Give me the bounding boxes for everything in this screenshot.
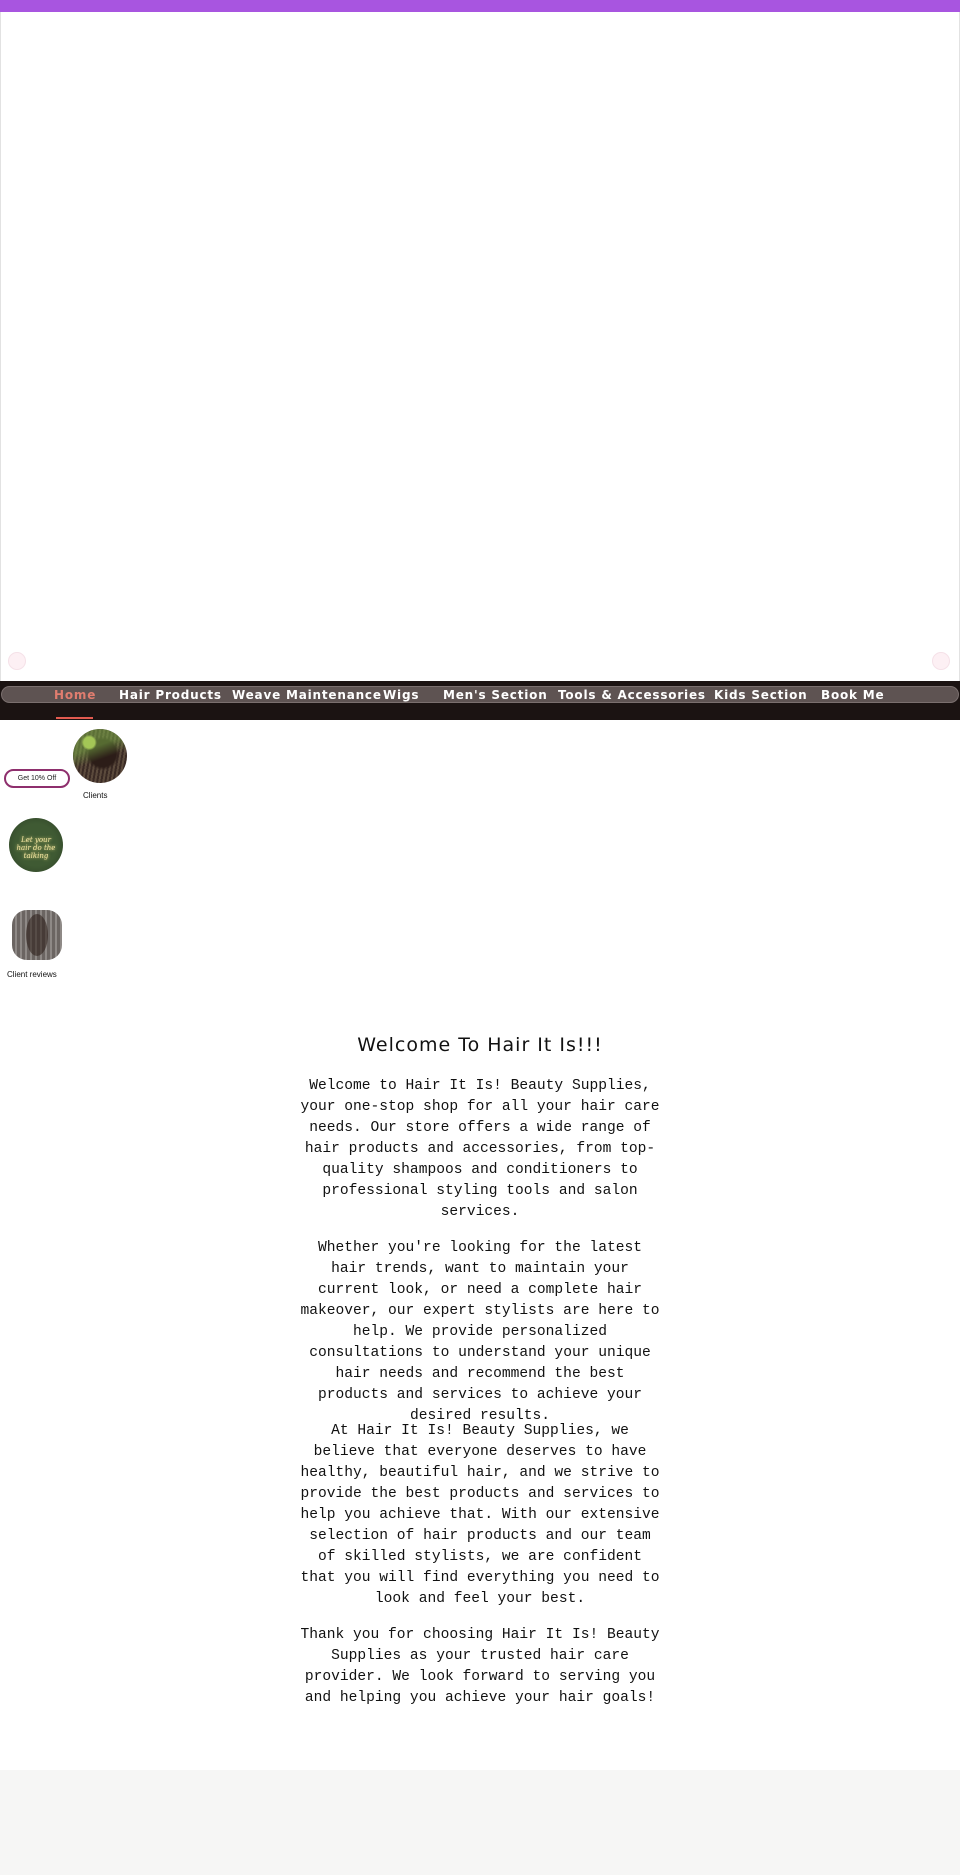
clients-caption: Clients xyxy=(83,791,108,800)
footer xyxy=(0,1770,960,1875)
hero-slideshow xyxy=(0,12,960,682)
clients-photo[interactable] xyxy=(73,729,127,783)
belief-paragraph: At Hair It Is! Beauty Supplies, we believe that everyone deserves to have healthy, beautiful hair, and we strive to provide the best products and services to help you achieve that. With our extensive selection of hair products and our team of skilled stylists, we are confident that you will find everything you need to look and feel your best. xyxy=(300,1423,660,1607)
welcome-heading: Welcome To Hair It Is!!! xyxy=(357,1034,603,1056)
slideshow-prev-button[interactable] xyxy=(8,652,26,670)
nav-item-wigs[interactable]: Wigs xyxy=(383,688,420,702)
get-discount-button[interactable]: Get 10% Off xyxy=(4,769,70,788)
nav-item-hair-products[interactable]: Hair Products xyxy=(119,688,222,702)
stylists-paragraph: Whether you're looking for the latest hair trends, want to maintain your current look, or need a complete hair makeover, our expert stylists are here to help. We provide personalized consultations to understand your unique hair needs and recommend the best products and services to achieve your desired results. xyxy=(300,1240,660,1424)
top-announcement-bar xyxy=(0,0,960,12)
nav-item-mens-section[interactable]: Men's Section xyxy=(443,688,548,702)
neon-sign-text: Let your hair do the talking xyxy=(16,836,56,860)
neon-sign-photo[interactable] xyxy=(9,818,63,872)
client-reviews-photo[interactable] xyxy=(12,910,62,960)
nav-item-weave-maintenance[interactable]: Weave Maintenance xyxy=(232,688,382,702)
slideshow-next-button[interactable] xyxy=(932,652,950,670)
intro-paragraph: Welcome to Hair It Is! Beauty Supplies, your one-stop shop for all your hair care needs. Our store offers a wide range of hair products and accessories, from top-quality shampoos and conditioners to professional styling tools and salon services. xyxy=(300,1078,660,1220)
nav-item-book-me[interactable]: Book Me xyxy=(821,688,885,702)
nav-item-home[interactable]: Home xyxy=(54,688,97,702)
thank-you-paragraph: Thank you for choosing Hair It Is! Beauty Supplies as your trusted hair care provider. We look forward to serving you and helping you achieve your hair goals! xyxy=(300,1627,660,1706)
active-nav-indicator xyxy=(56,717,93,719)
client-reviews-caption: Client reviews xyxy=(7,970,57,979)
nav-item-kids-section[interactable]: Kids Section xyxy=(714,688,808,702)
nav-item-tools-accessories[interactable]: Tools & Accessories xyxy=(558,688,706,702)
